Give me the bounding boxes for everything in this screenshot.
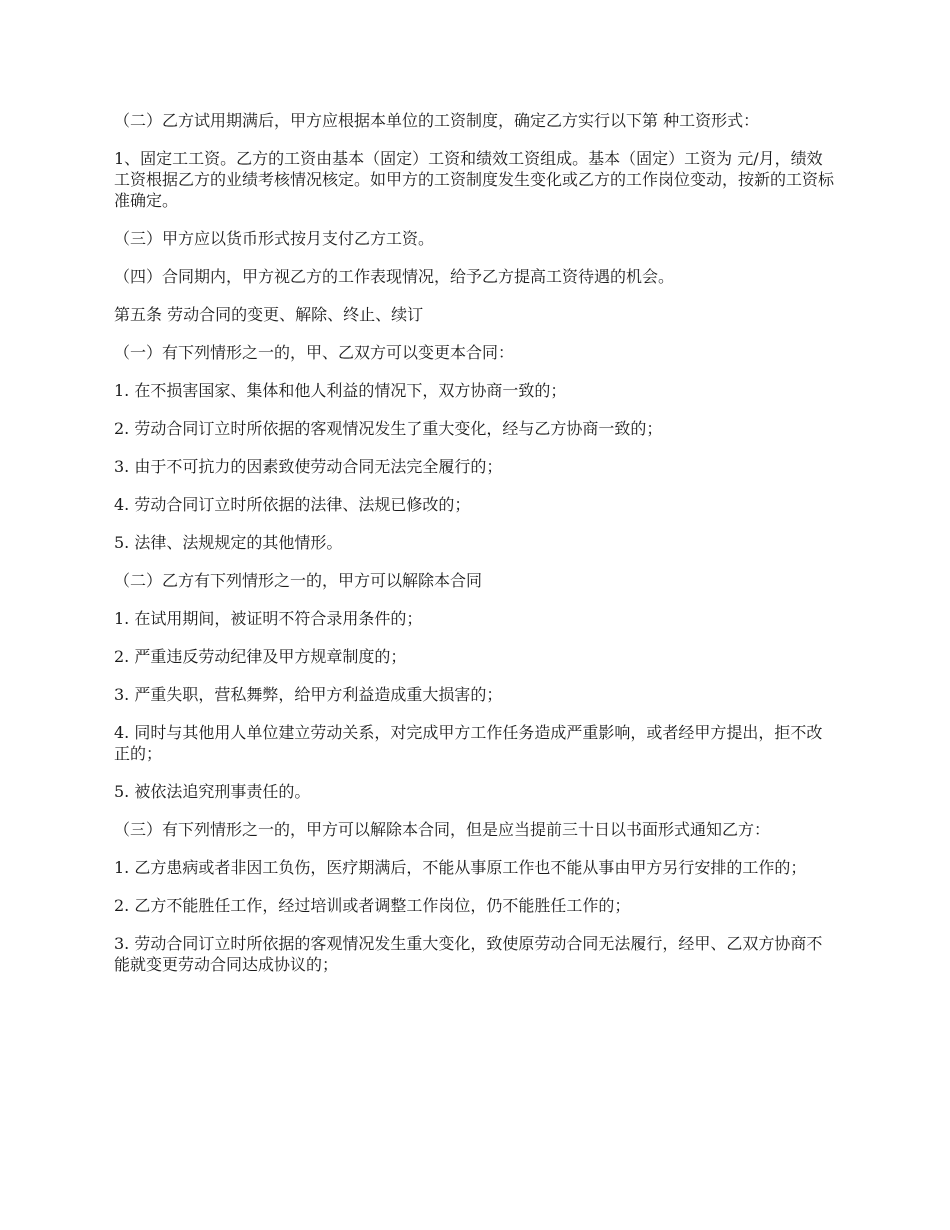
paragraph-salary-raise: （四）合同期内，甲方视乙方的工作表现情况，给予乙方提高工资待遇的机会。 [114,267,675,286]
list-item: 5. 法律、法规规定的其他情形。 [114,533,343,552]
list-item: 2. 乙方不能胜任工作，经过培训或者调整工作岗位，仍不能胜任工作的； [114,896,631,915]
list-item: 3. 由于不可抗力的因素致使劳动合同无法完全履行的； [114,457,503,476]
list-item: 3. 劳动合同订立时所依据的客观情况发生重大变化，致使原劳动合同无法履行，经甲、乙双方协商不能就变更劳动合同达成协议的； [114,934,823,974]
paragraph-probation-salary-form: （二）乙方试用期满后，甲方应根据本单位的工资制度，确定乙方实行以下第 种工资形式： [114,111,760,130]
paragraph-change-conditions: （一）有下列情形之一的，甲、乙双方可以变更本合同： [114,343,515,362]
list-item: 3. 严重失职，营私舞弊，给甲方利益造成重大损害的； [114,685,503,704]
list-item: 4. 劳动合同订立时所依据的法律、法规已修改的； [114,495,471,514]
list-item: 2. 劳动合同订立时所依据的客观情况发生了重大变化，经与乙方协商一致的； [114,419,663,438]
paragraph-termination-by-employee-fault: （二）乙方有下列情形之一的，甲方可以解除本合同 [114,571,483,590]
list-item: 1. 在试用期间，被证明不符合录用条件的； [114,609,423,628]
article-five-heading: 第五条 劳动合同的变更、解除、终止、续订 [114,305,424,324]
list-item: 1. 乙方患病或者非因工负伤，医疗期满后，不能从事原工作也不能从事由甲方另行安排的工作的； [114,858,807,877]
list-item: 2. 严重违反劳动纪律及甲方规章制度的； [114,647,407,666]
paragraph-termination-with-notice: （三）有下列情形之一的，甲方可以解除本合同，但是应当提前三十日以书面形式通知乙方： [114,820,771,839]
paragraph-fixed-salary: 1、固定工工资。乙方的工资由基本（固定）工资和绩效工资组成。基本（固定）工资为 元/月，绩效工资根据乙方的业绩考核情况核定。如甲方的工资制度发生变化或乙方的工作岗位变动，按新的工资标准确定。 [114,149,835,210]
paragraph-monthly-payment: （三）甲方应以货币形式按月支付乙方工资。 [114,229,435,248]
list-item: 1. 在不损害国家、集体和他人利益的情况下，双方协商一致的； [114,381,567,400]
list-item: 4. 同时与其他用人单位建立劳动关系，对完成甲方工作任务造成严重影响，或者经甲方提出，拒不改正的； [114,723,823,763]
list-item: 5. 被依法追究刑事责任的。 [114,782,311,801]
